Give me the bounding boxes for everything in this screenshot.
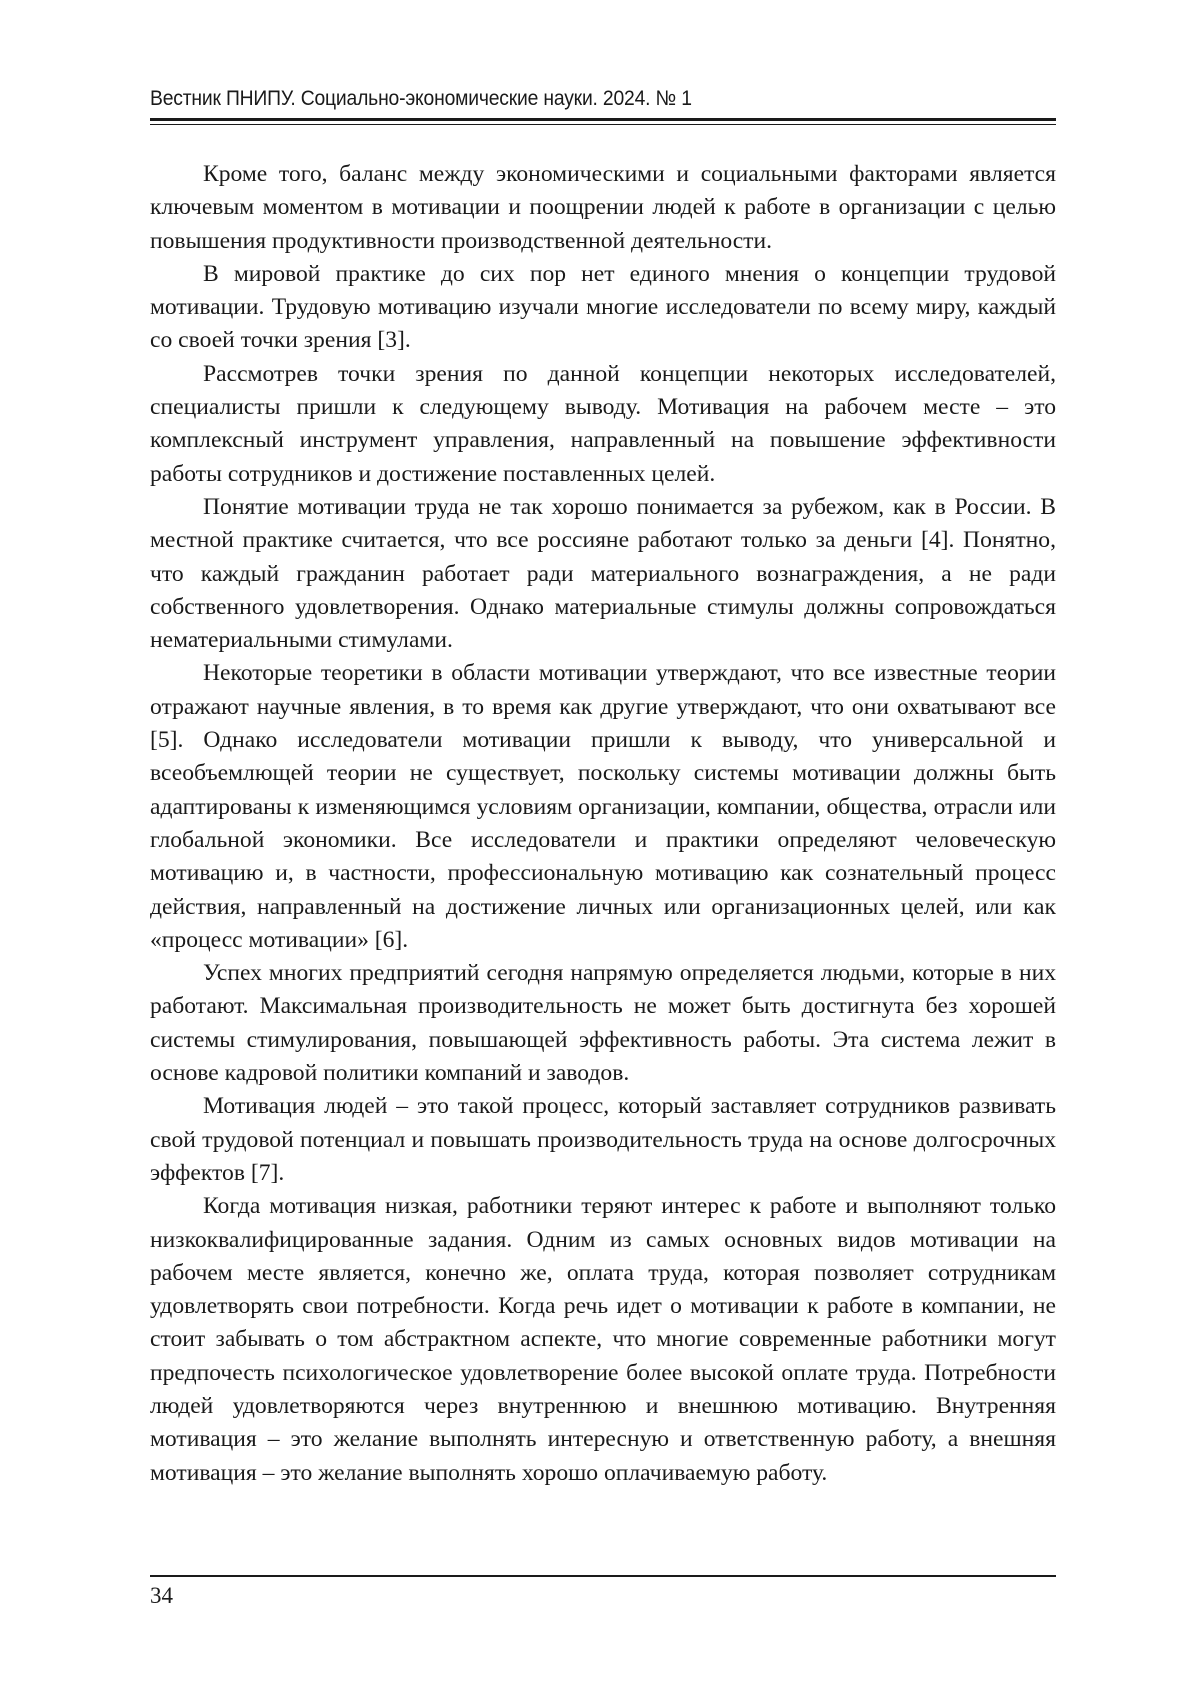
article-body — [150, 158, 1056, 1490]
paragraph-1: Кроме того, баланс между экономическими и социальными факторами является ключевым моментом в мотивации и поощрении людей к работе в организации с целью повышения продуктивности производственной деятельности. — [150, 158, 1056, 258]
paragraph-5: Некоторые теоретики в области мотивации утверждают, что все известные теории отражают научные явления, в то время как другие утверждают, что они охватывают все [5]. Однако исследователи мотивации пришли к выводу, что универсальной и всеобъемлющей теории не существует, поскольку системы мотивации должны быть адаптированы к изменяющимся условиям организации, компании, общества, отрасли или глобальной экономики. Все исследователи и практики определяют человеческую мотивацию и, в частности, профессиональную мотивацию как сознательный процесс действия, направленный на достижение личных или организационных целей, или как «процесс мотивации» [6]. — [150, 657, 1056, 957]
paragraph-3: Рассмотрев точки зрения по данной концепции некоторых исследователей, специалисты пришли к следующему выводу. Мотивация на рабочем месте – это комплексный инструмент управления, направленный на повышение эффективности работы сотрудников и достижение поставленных целей. — [150, 358, 1056, 491]
footer-rule — [150, 1575, 1056, 1577]
header-rule — [150, 118, 1056, 121]
header-rule-thin — [150, 124, 1056, 125]
page-header — [150, 86, 1056, 125]
paragraph-7: Мотивация людей – это такой процесс, который заставляет сотрудников развивать свой трудовой потенциал и повышать производительность труда на основе долгосрочных эффектов [7]. — [150, 1090, 1056, 1190]
running-head: Вестник ПНИПУ. Социально-экономические науки. 2024. № 1 — [150, 86, 984, 112]
paragraph-4: Понятие мотивации труда не так хорошо понимается за рубежом, как в России. В местной практике считается, что все россияне работают только за деньги [4]. Понятно, что каждый гражданин работает ради материального вознаграждения, а не ради собственного удовлетворения. Однако материальные стимулы должны сопровождаться нематериальными стимулами. — [150, 491, 1056, 657]
paragraph-6: Успех многих предприятий сегодня напрямую определяется людьми, которые в них работают. Максимальная производительность не может быть достигнута без хорошей системы стимулирования, повышающей эффективность работы. Эта система лежит в основе кадровой политики компаний и заводов. — [150, 957, 1056, 1090]
paragraph-8: Когда мотивация низкая, работники теряют интерес к работе и выполняют только низкоквалифицированные задания. Одним из самых основных видов мотивации на рабочем месте является, конечно же, оплата труда, которая позволяет сотрудникам удовлетворять свои потребности. Когда речь идет о мотивации к работе в компании, не стоит забывать о том абстрактном аспекте, что многие современные работники могут предпочесть психологическое удовлетворение более высокой оплате труда. Потребности людей удовлетворяются через внутреннюю и внешнюю мотивацию. Внутренняя мотивация – это желание выполнять интересную и ответственную работу, а внешняя мотивация – это желание выполнять хорошо оплачиваемую работу. — [150, 1190, 1056, 1490]
paragraph-2: В мировой практике до сих пор нет единого мнения о концепции трудовой мотивации. Трудовую мотивацию изучали многие исследователи по всему миру, каждый со своей точки зрения [3]. — [150, 258, 1056, 358]
page-number: 34 — [150, 1582, 173, 1610]
